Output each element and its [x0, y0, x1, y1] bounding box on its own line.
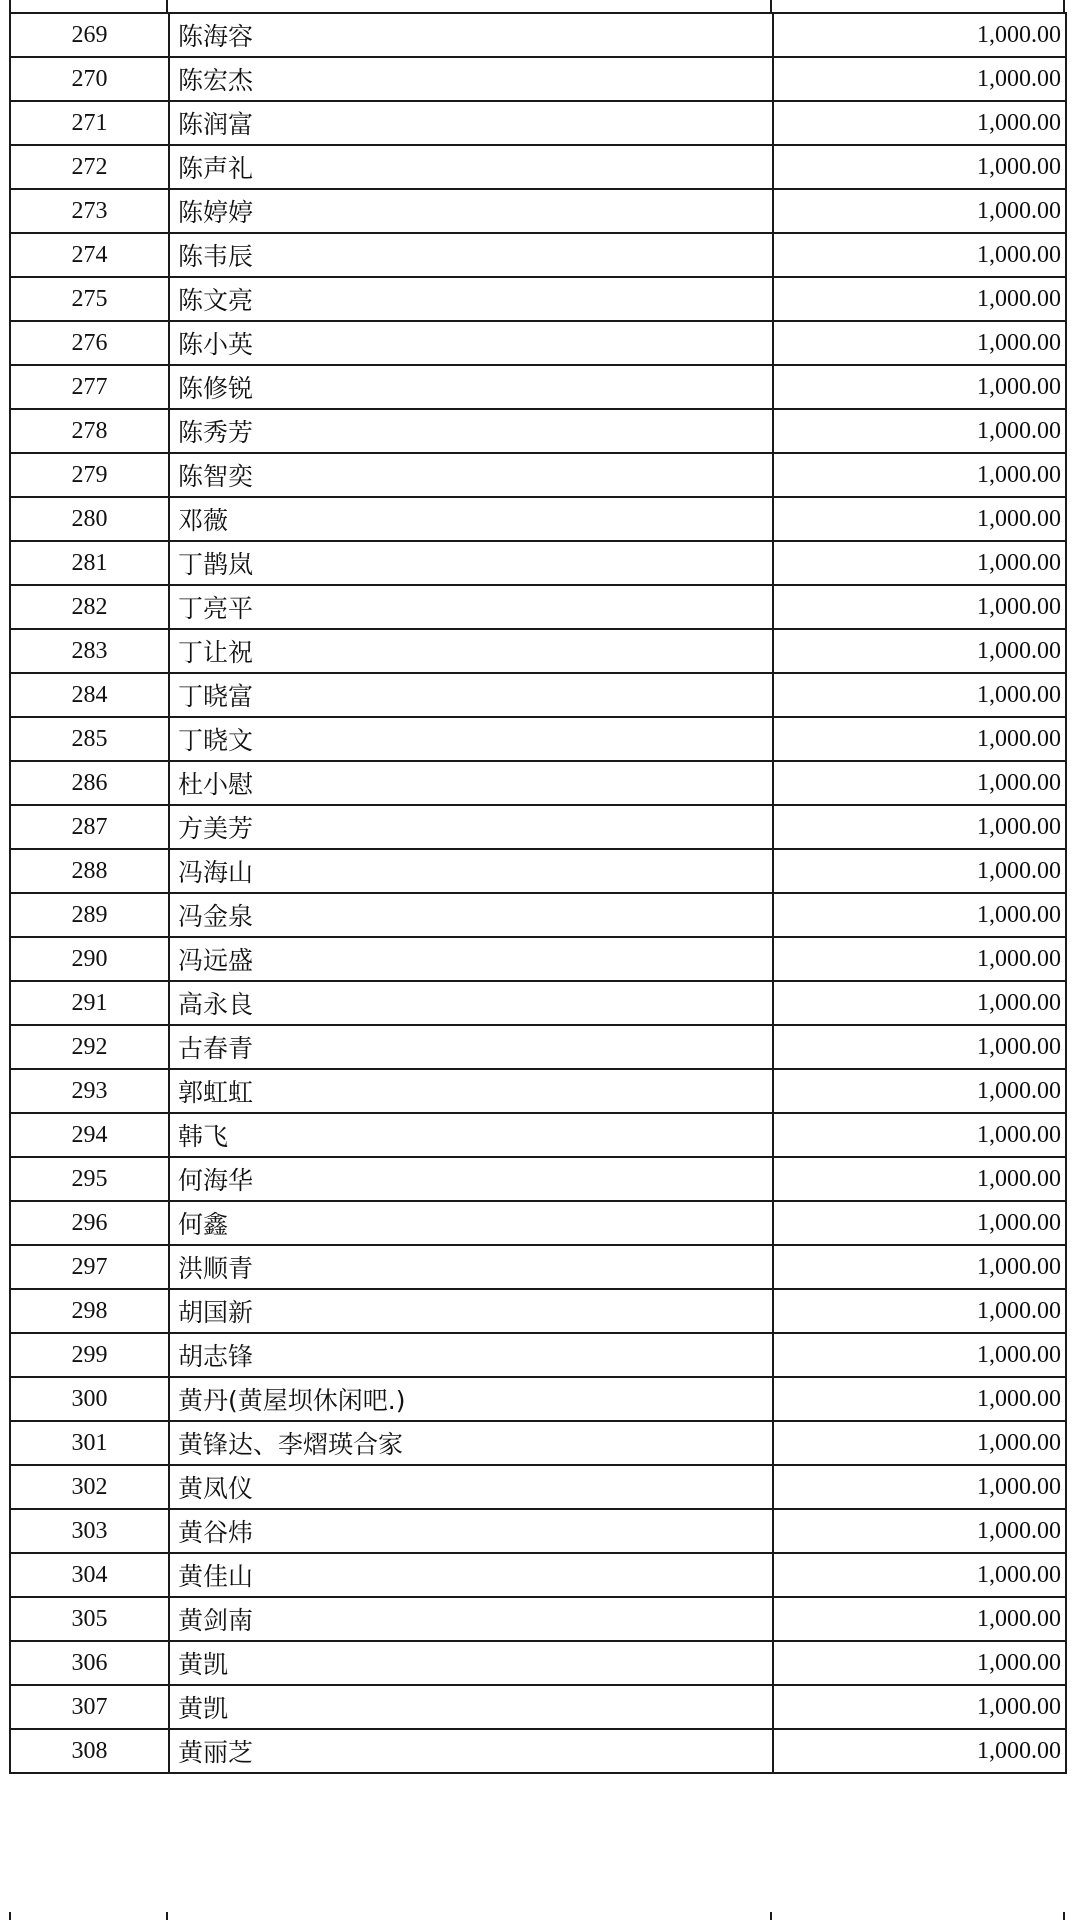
- table-row: [10, 1333, 1066, 1377]
- table-row: [10, 1377, 1066, 1421]
- donation-amount: 1,000.00: [773, 365, 1066, 409]
- row-number: 301: [10, 1421, 169, 1465]
- donor-name: 黄丹(黄屋坝休闲吧.): [169, 1377, 773, 1421]
- table-row: [10, 1025, 1066, 1069]
- donor-name: 陈智奕: [169, 453, 773, 497]
- donation-amount: 1,000.00: [773, 189, 1066, 233]
- row-number: 294: [10, 1113, 169, 1157]
- donor-name: 黄锋达、李熠瑛合家: [169, 1421, 773, 1465]
- row-number: 285: [10, 717, 169, 761]
- row-number: 298: [10, 1289, 169, 1333]
- row-number: 279: [10, 453, 169, 497]
- row-number: 292: [10, 1025, 169, 1069]
- donor-name: 韩飞: [169, 1113, 773, 1157]
- table-row: [10, 57, 1066, 101]
- donor-name: 何鑫: [169, 1201, 773, 1245]
- donation-amount: 1,000.00: [773, 1465, 1066, 1509]
- table-row: [10, 1421, 1066, 1465]
- donation-amount: 1,000.00: [773, 13, 1066, 57]
- donation-table-body: [10, 13, 1066, 1773]
- row-number: 280: [10, 497, 169, 541]
- donation-amount: 1,000.00: [773, 497, 1066, 541]
- donor-name: 冯金泉: [169, 893, 773, 937]
- donor-name: 陈韦辰: [169, 233, 773, 277]
- row-number: 290: [10, 937, 169, 981]
- row-number: 281: [10, 541, 169, 585]
- table-row: [10, 673, 1066, 717]
- table-row: [10, 1245, 1066, 1289]
- table-row: [10, 981, 1066, 1025]
- row-number: 308: [10, 1729, 169, 1773]
- row-number: 299: [10, 1333, 169, 1377]
- donation-amount: 1,000.00: [773, 321, 1066, 365]
- donor-name: 陈秀芳: [169, 409, 773, 453]
- donor-name: 郭虹虹: [169, 1069, 773, 1113]
- donation-amount: 1,000.00: [773, 101, 1066, 145]
- donation-amount: 1,000.00: [773, 453, 1066, 497]
- donation-amount: 1,000.00: [773, 585, 1066, 629]
- donor-name: 陈声礼: [169, 145, 773, 189]
- donation-amount: 1,000.00: [773, 673, 1066, 717]
- row-number: 289: [10, 893, 169, 937]
- donation-amount: 1,000.00: [773, 1509, 1066, 1553]
- donation-amount: 1,000.00: [773, 145, 1066, 189]
- donation-amount: 1,000.00: [773, 1289, 1066, 1333]
- row-number: 305: [10, 1597, 169, 1641]
- donor-name: 陈婷婷: [169, 189, 773, 233]
- donor-name: 黄剑南: [169, 1597, 773, 1641]
- table-row: [10, 365, 1066, 409]
- column-line-bottom-left: [9, 1912, 11, 1920]
- row-number: 288: [10, 849, 169, 893]
- table-row: [10, 761, 1066, 805]
- row-number: 271: [10, 101, 169, 145]
- table-row: [10, 1113, 1066, 1157]
- donor-name: 古春青: [169, 1025, 773, 1069]
- row-number: 274: [10, 233, 169, 277]
- table-row: [10, 893, 1066, 937]
- donor-name: 黄凯: [169, 1641, 773, 1685]
- row-number: 304: [10, 1553, 169, 1597]
- donation-table: [9, 12, 1067, 1774]
- donor-name: 黄丽芝: [169, 1729, 773, 1773]
- donation-amount: 1,000.00: [773, 1377, 1066, 1421]
- row-number: 278: [10, 409, 169, 453]
- donor-name: 洪顺青: [169, 1245, 773, 1289]
- donation-amount: 1,000.00: [773, 1421, 1066, 1465]
- table-row: [10, 13, 1066, 57]
- donation-amount: 1,000.00: [773, 1201, 1066, 1245]
- donor-name: 胡志锋: [169, 1333, 773, 1377]
- row-number: 284: [10, 673, 169, 717]
- table-row: [10, 629, 1066, 673]
- donor-name: 胡国新: [169, 1289, 773, 1333]
- table-row: [10, 541, 1066, 585]
- row-number: 303: [10, 1509, 169, 1553]
- table-row: [10, 145, 1066, 189]
- row-number: 270: [10, 57, 169, 101]
- table-row: [10, 101, 1066, 145]
- table-row: [10, 717, 1066, 761]
- row-number: 293: [10, 1069, 169, 1113]
- donor-name: 方美芳: [169, 805, 773, 849]
- donor-name: 陈小英: [169, 321, 773, 365]
- donor-name: 陈文亮: [169, 277, 773, 321]
- row-number: 277: [10, 365, 169, 409]
- column-line-bottom-name: [770, 1912, 772, 1920]
- donation-amount: 1,000.00: [773, 1245, 1066, 1289]
- table-row: [10, 1729, 1066, 1773]
- donor-name: 高永良: [169, 981, 773, 1025]
- table-row: [10, 1509, 1066, 1553]
- donor-name: 丁鹊岚: [169, 541, 773, 585]
- donation-amount: 1,000.00: [773, 57, 1066, 101]
- donation-amount: 1,000.00: [773, 1641, 1066, 1685]
- table-row: [10, 1641, 1066, 1685]
- donation-amount: 1,000.00: [773, 937, 1066, 981]
- donation-amount: 1,000.00: [773, 409, 1066, 453]
- table-row: [10, 1289, 1066, 1333]
- table-row: [10, 277, 1066, 321]
- table-row: [10, 585, 1066, 629]
- donor-name: 陈修锐: [169, 365, 773, 409]
- table-row: [10, 937, 1066, 981]
- donor-name: 杜小慰: [169, 761, 773, 805]
- donor-name: 黄佳山: [169, 1553, 773, 1597]
- donation-amount: 1,000.00: [773, 1729, 1066, 1773]
- donor-name: 丁让祝: [169, 629, 773, 673]
- table-row: [10, 1597, 1066, 1641]
- donor-name: 冯海山: [169, 849, 773, 893]
- row-number: 275: [10, 277, 169, 321]
- table-row: [10, 849, 1066, 893]
- donation-amount: 1,000.00: [773, 761, 1066, 805]
- donor-name: 冯远盛: [169, 937, 773, 981]
- table-row: [10, 233, 1066, 277]
- table-row: [10, 1553, 1066, 1597]
- row-number: 307: [10, 1685, 169, 1729]
- donation-amount: 1,000.00: [773, 1597, 1066, 1641]
- row-number: 291: [10, 981, 169, 1025]
- donor-name: 何海华: [169, 1157, 773, 1201]
- table-row: [10, 1685, 1066, 1729]
- row-number: 287: [10, 805, 169, 849]
- table-row: [10, 409, 1066, 453]
- row-number: 282: [10, 585, 169, 629]
- table-row: [10, 1157, 1066, 1201]
- donation-amount: 1,000.00: [773, 277, 1066, 321]
- row-number: 272: [10, 145, 169, 189]
- row-number: 273: [10, 189, 169, 233]
- donation-amount: 1,000.00: [773, 629, 1066, 673]
- donor-name: 黄凤仪: [169, 1465, 773, 1509]
- row-number: 269: [10, 13, 169, 57]
- donation-amount: 1,000.00: [773, 1685, 1066, 1729]
- donor-name: 陈海容: [169, 13, 773, 57]
- row-number: 283: [10, 629, 169, 673]
- table-row: [10, 497, 1066, 541]
- donor-name: 黄凯: [169, 1685, 773, 1729]
- donation-amount: 1,000.00: [773, 541, 1066, 585]
- table-row: [10, 1201, 1066, 1245]
- donor-name: 丁亮平: [169, 585, 773, 629]
- table-row: [10, 453, 1066, 497]
- donation-amount: 1,000.00: [773, 849, 1066, 893]
- row-number: 300: [10, 1377, 169, 1421]
- donor-name: 邓薇: [169, 497, 773, 541]
- donation-amount: 1,000.00: [773, 717, 1066, 761]
- row-number: 276: [10, 321, 169, 365]
- row-number: 297: [10, 1245, 169, 1289]
- donation-amount: 1,000.00: [773, 1069, 1066, 1113]
- donation-amount: 1,000.00: [773, 981, 1066, 1025]
- column-line-bottom-number: [166, 1912, 168, 1920]
- donation-amount: 1,000.00: [773, 1553, 1066, 1597]
- row-number: 306: [10, 1641, 169, 1685]
- donor-name: 陈润富: [169, 101, 773, 145]
- row-number: 295: [10, 1157, 169, 1201]
- donor-name: 黄谷炜: [169, 1509, 773, 1553]
- row-number: 296: [10, 1201, 169, 1245]
- donation-amount: 1,000.00: [773, 805, 1066, 849]
- row-number: 302: [10, 1465, 169, 1509]
- donation-amount: 1,000.00: [773, 1025, 1066, 1069]
- donation-amount: 1,000.00: [773, 1333, 1066, 1377]
- donor-name: 丁晓富: [169, 673, 773, 717]
- row-number: 286: [10, 761, 169, 805]
- donation-amount: 1,000.00: [773, 1157, 1066, 1201]
- donor-name: 丁晓文: [169, 717, 773, 761]
- donation-amount: 1,000.00: [773, 1113, 1066, 1157]
- donation-amount: 1,000.00: [773, 233, 1066, 277]
- donor-name: 陈宏杰: [169, 57, 773, 101]
- table-row: [10, 1465, 1066, 1509]
- table-row: [10, 805, 1066, 849]
- table-row: [10, 189, 1066, 233]
- column-line-bottom-right: [1063, 1912, 1065, 1920]
- table-row: [10, 1069, 1066, 1113]
- donation-amount: 1,000.00: [773, 893, 1066, 937]
- table-row: [10, 321, 1066, 365]
